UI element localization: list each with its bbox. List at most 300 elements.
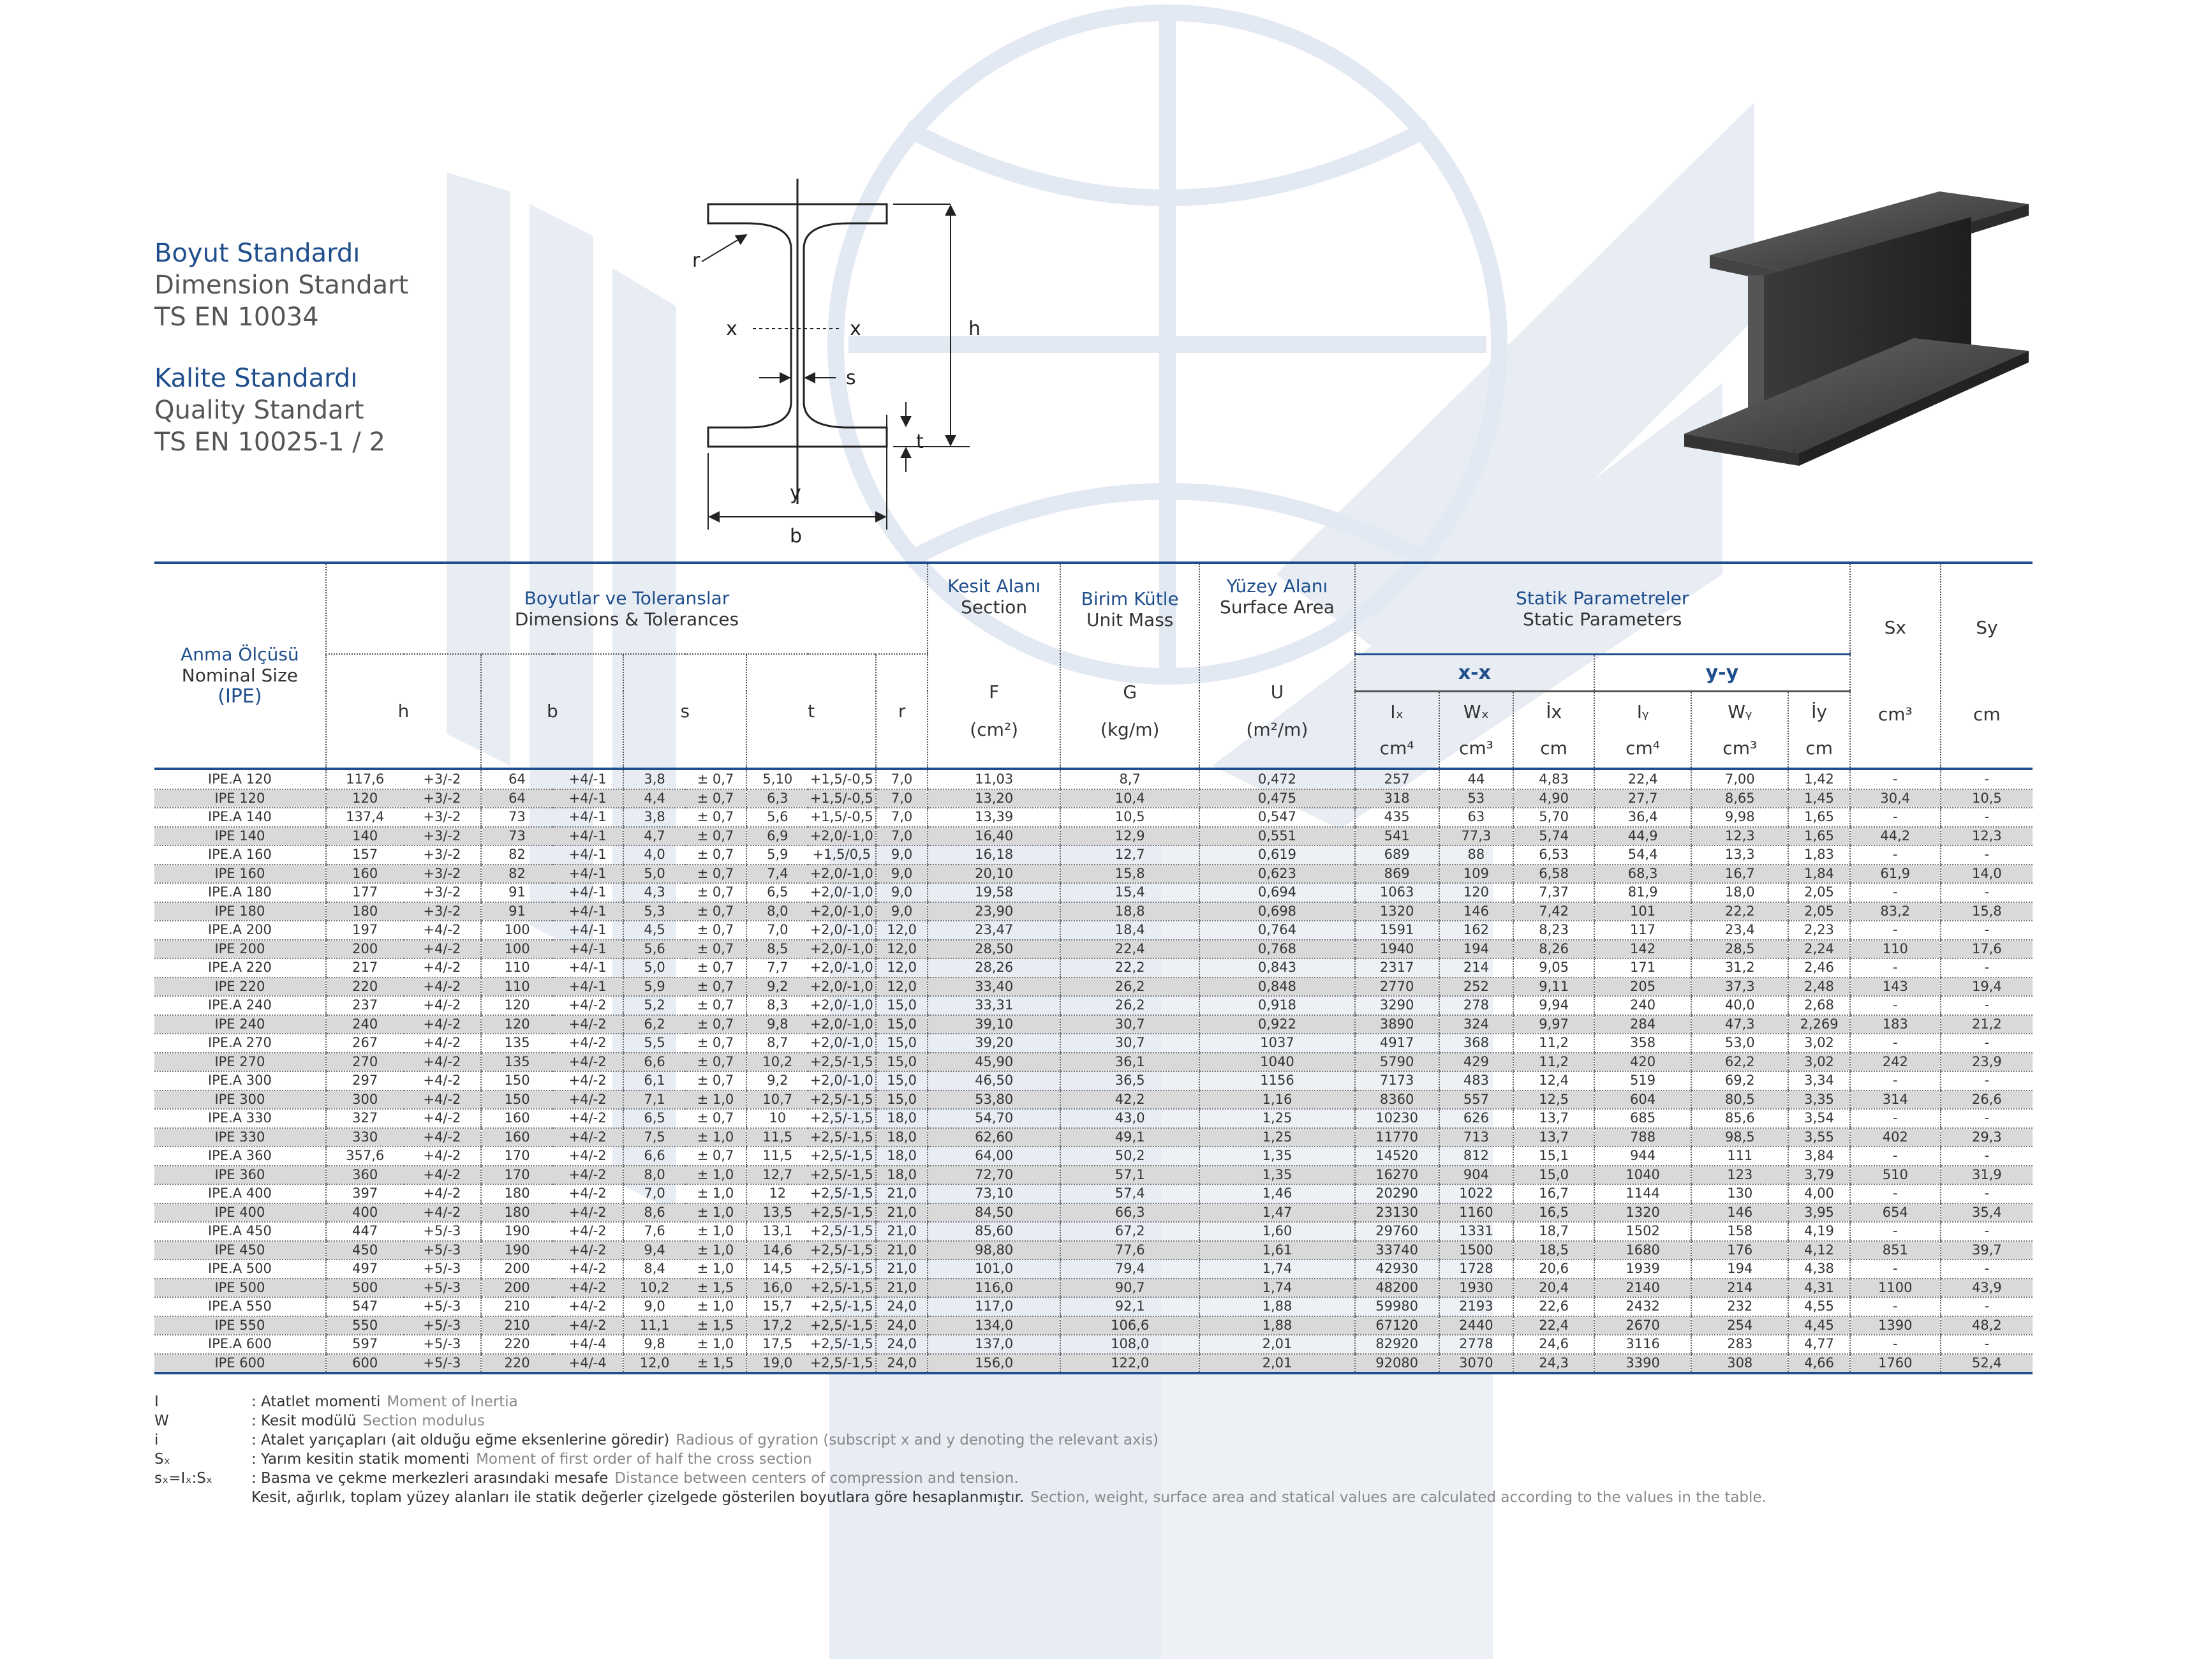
mass-en: Unit Mass bbox=[1086, 609, 1174, 630]
table-cell: 53 bbox=[1439, 789, 1514, 808]
table-cell: 4,83 bbox=[1513, 770, 1594, 789]
table-cell: 330 bbox=[326, 1128, 404, 1147]
table-cell: 142 bbox=[1594, 940, 1691, 959]
table-cell: 9,0 bbox=[876, 865, 928, 884]
table-cell: 400 bbox=[326, 1203, 404, 1223]
ibeam-product-image bbox=[1671, 166, 2054, 498]
table-cell: 23,9 bbox=[1941, 1053, 2033, 1072]
table-cell: 120 bbox=[481, 1015, 552, 1034]
sx-header: Sx bbox=[1850, 563, 1941, 691]
table-cell: 82920 bbox=[1355, 1335, 1439, 1354]
table-cell: 9,2 bbox=[746, 978, 808, 997]
table-cell: 360 bbox=[326, 1166, 404, 1185]
table-cell: 397 bbox=[326, 1184, 404, 1203]
table-cell: +2,0/-1,0 bbox=[808, 883, 876, 902]
row-designation: IPE 400 bbox=[154, 1203, 326, 1223]
table-cell: 12 bbox=[746, 1184, 808, 1203]
Ix-unit: cm⁴ bbox=[1379, 737, 1414, 759]
table-cell: 447 bbox=[326, 1222, 404, 1241]
table-cell: 135 bbox=[481, 1053, 552, 1072]
table-cell: 15,8 bbox=[1941, 902, 2033, 921]
table-cell: +3/-2 bbox=[404, 883, 482, 902]
row-designation: IPE 300 bbox=[154, 1090, 326, 1110]
label-x-left: x bbox=[726, 318, 737, 340]
table-row bbox=[154, 789, 2033, 808]
table-cell: +4/-2 bbox=[404, 1034, 482, 1053]
table-cell: 28,50 bbox=[928, 940, 1060, 959]
table-cell: 44 bbox=[1439, 770, 1514, 789]
table-cell: 3116 bbox=[1594, 1335, 1691, 1354]
table-cell: 48200 bbox=[1355, 1279, 1439, 1298]
row-designation: IPE 160 bbox=[154, 865, 326, 884]
table-cell: 358 bbox=[1594, 1034, 1691, 1053]
table-cell: 73 bbox=[481, 827, 552, 846]
table-cell: 50,2 bbox=[1060, 1147, 1199, 1166]
row-designation: IPE 220 bbox=[154, 978, 326, 997]
table-cell: 12,0 bbox=[876, 940, 928, 959]
table-cell: 4,00 bbox=[1788, 1184, 1849, 1203]
table-cell: 1,46 bbox=[1199, 1184, 1354, 1203]
table-cell: 197 bbox=[326, 921, 404, 940]
table-cell: 101,0 bbox=[928, 1260, 1060, 1279]
legend-symbol: i bbox=[154, 1432, 159, 1448]
row-designation: IPE.A 270 bbox=[154, 1034, 326, 1053]
table-cell: 146 bbox=[1691, 1203, 1788, 1223]
table-row bbox=[154, 958, 2033, 978]
table-cell: 110 bbox=[1850, 940, 1941, 959]
table-cell: +2,0/-1,0 bbox=[808, 921, 876, 940]
row-designation: IPE 600 bbox=[154, 1354, 326, 1373]
table-cell: 3,95 bbox=[1788, 1203, 1849, 1223]
table-cell: 1760 bbox=[1850, 1354, 1941, 1373]
table-cell: 15,0 bbox=[876, 1015, 928, 1034]
table-row bbox=[154, 940, 2033, 959]
table-cell: 122,0 bbox=[1060, 1354, 1199, 1373]
table-cell: 5790 bbox=[1355, 1053, 1439, 1072]
table-cell: 44,9 bbox=[1594, 827, 1691, 846]
legend-text-tr: : Kesit modülü bbox=[251, 1413, 357, 1429]
F-label: F bbox=[989, 681, 1000, 702]
table-cell: 4,90 bbox=[1513, 789, 1594, 808]
table-cell: 3890 bbox=[1355, 1015, 1439, 1034]
table-cell: 36,1 bbox=[1060, 1053, 1199, 1072]
table-cell: 1,74 bbox=[1199, 1279, 1354, 1298]
table-cell: - bbox=[1850, 996, 1941, 1015]
row-designation: IPE.A 180 bbox=[154, 883, 326, 902]
legend-text-en: Moment of Inertia bbox=[387, 1394, 518, 1410]
table-row bbox=[154, 1034, 2033, 1053]
table-cell: +4/-2 bbox=[404, 1053, 482, 1072]
table-cell: +4/-2 bbox=[404, 958, 482, 978]
legend-item bbox=[154, 1411, 1767, 1431]
table-cell: 18,0 bbox=[876, 1166, 928, 1185]
table-row bbox=[154, 1297, 2033, 1316]
table-cell: 200 bbox=[326, 940, 404, 959]
table-cell: +2,5/-1,5 bbox=[808, 1109, 876, 1128]
table-cell: +4/-1 bbox=[552, 827, 624, 846]
table-cell: 12,5 bbox=[1513, 1090, 1594, 1110]
table-cell: 180 bbox=[326, 902, 404, 921]
table-cell: 143 bbox=[1850, 978, 1941, 997]
table-cell: +4/-2 bbox=[552, 1316, 624, 1335]
table-cell: +4/-4 bbox=[552, 1354, 624, 1373]
table-cell: 1,25 bbox=[1199, 1109, 1354, 1128]
table-cell: ± 0,7 bbox=[685, 789, 746, 808]
table-cell: ± 0,7 bbox=[685, 978, 746, 997]
col-iy bbox=[1788, 691, 1849, 769]
table-cell: 6,58 bbox=[1513, 865, 1594, 884]
table-cell: 1728 bbox=[1439, 1260, 1514, 1279]
section-en: Section bbox=[961, 597, 1028, 618]
sy-header: Sy bbox=[1941, 563, 2033, 691]
table-cell: 5,9 bbox=[623, 978, 685, 997]
table-cell: 64,00 bbox=[928, 1147, 1060, 1166]
table-cell: 0,848 bbox=[1199, 978, 1354, 997]
table-cell: 18,4 bbox=[1060, 921, 1199, 940]
table-cell: 23,47 bbox=[928, 921, 1060, 940]
table-cell: 240 bbox=[1594, 996, 1691, 1015]
table-cell: +4/-2 bbox=[404, 940, 482, 959]
table-cell: 4,45 bbox=[1788, 1316, 1849, 1335]
table-cell: - bbox=[1941, 1109, 2033, 1128]
table-cell: 18,5 bbox=[1513, 1241, 1594, 1260]
table-cell: 604 bbox=[1594, 1090, 1691, 1110]
table-cell: 33740 bbox=[1355, 1241, 1439, 1260]
table-cell: - bbox=[1850, 808, 1941, 827]
table-cell: 242 bbox=[1850, 1053, 1941, 1072]
legend-symbol: sₓ=Iₓ:Sₓ bbox=[154, 1470, 213, 1487]
yy-axis-header: y-y bbox=[1594, 654, 1850, 691]
table-cell: 15,8 bbox=[1060, 865, 1199, 884]
table-cell: 21,0 bbox=[876, 1222, 928, 1241]
table-cell: 1,65 bbox=[1788, 808, 1849, 827]
table-cell: 1100 bbox=[1850, 1279, 1941, 1298]
table-cell: 0,623 bbox=[1199, 865, 1354, 884]
table-cell: ± 0,7 bbox=[685, 827, 746, 846]
table-cell: ± 1,5 bbox=[685, 1354, 746, 1373]
table-cell: 2317 bbox=[1355, 958, 1439, 978]
table-cell: - bbox=[1850, 1297, 1941, 1316]
table-cell: 4,66 bbox=[1788, 1354, 1849, 1373]
table-cell: +2,5/-1,5 bbox=[808, 1053, 876, 1072]
table-cell: 68,3 bbox=[1594, 865, 1691, 884]
table-cell: 1,25 bbox=[1199, 1128, 1354, 1147]
table-cell: - bbox=[1850, 1147, 1941, 1166]
table-cell: 17,2 bbox=[746, 1316, 808, 1335]
table-cell: 4,55 bbox=[1788, 1297, 1849, 1316]
table-cell: 109 bbox=[1439, 865, 1514, 884]
table-cell: 626 bbox=[1439, 1109, 1514, 1128]
table-cell: +4/-2 bbox=[404, 996, 482, 1015]
table-cell: 519 bbox=[1594, 1071, 1691, 1090]
table-cell: +2,5/-1,5 bbox=[808, 1166, 876, 1185]
table-cell: 183 bbox=[1850, 1015, 1941, 1034]
table-cell: 5,3 bbox=[623, 902, 685, 921]
table-cell: 2,24 bbox=[1788, 940, 1849, 959]
table-cell: 46,50 bbox=[928, 1071, 1060, 1090]
table-cell: 0,694 bbox=[1199, 883, 1354, 902]
col-G bbox=[1060, 654, 1199, 769]
static-tr: Statik Parametreler bbox=[1516, 587, 1689, 609]
table-cell: 2,48 bbox=[1788, 978, 1849, 997]
table-cell: 26,2 bbox=[1060, 978, 1199, 997]
table-cell: 15,0 bbox=[876, 1071, 928, 1090]
legend-notes bbox=[154, 1392, 1767, 1507]
table-cell: 59980 bbox=[1355, 1297, 1439, 1316]
table-cell: 29760 bbox=[1355, 1222, 1439, 1241]
row-designation: IPE.A 500 bbox=[154, 1260, 326, 1279]
table-cell: +4/-1 bbox=[552, 958, 624, 978]
table-row bbox=[154, 1203, 2033, 1223]
table-cell: 66,3 bbox=[1060, 1203, 1199, 1223]
table-cell: +5/-3 bbox=[404, 1279, 482, 1298]
table-cell: +2,5/-1,5 bbox=[808, 1316, 876, 1335]
table-cell: 7,0 bbox=[876, 808, 928, 827]
table-cell: 8,5 bbox=[746, 940, 808, 959]
table-cell: +4/-4 bbox=[552, 1335, 624, 1354]
static-header bbox=[1355, 563, 1850, 654]
table-cell: 4,38 bbox=[1788, 1260, 1849, 1279]
table-cell: 64 bbox=[481, 789, 552, 808]
ix-unit: cm bbox=[1540, 737, 1567, 759]
table-cell: 435 bbox=[1355, 808, 1439, 827]
sx-unit: cm³ bbox=[1850, 691, 1941, 769]
table-cell: +5/-3 bbox=[404, 1297, 482, 1316]
table-cell: 21,0 bbox=[876, 1241, 928, 1260]
legend-symbol: Sₓ bbox=[154, 1451, 170, 1468]
table-cell: +4/-2 bbox=[552, 1053, 624, 1072]
table-cell: 1063 bbox=[1355, 883, 1439, 902]
table-cell: 3290 bbox=[1355, 996, 1439, 1015]
table-cell: +5/-3 bbox=[404, 1241, 482, 1260]
table-cell: 194 bbox=[1691, 1260, 1788, 1279]
table-cell: 689 bbox=[1355, 845, 1439, 865]
table-cell: - bbox=[1850, 1034, 1941, 1053]
table-cell: 82 bbox=[481, 865, 552, 884]
table-row bbox=[154, 1166, 2033, 1185]
table-cell: 48,2 bbox=[1941, 1316, 2033, 1335]
table-cell: 31,9 bbox=[1941, 1166, 2033, 1185]
table-cell: 8,23 bbox=[1513, 921, 1594, 940]
table-cell: 88 bbox=[1439, 845, 1514, 865]
table-cell: +4/-1 bbox=[552, 808, 624, 827]
table-cell: 2193 bbox=[1439, 1297, 1514, 1316]
table-cell: 79,4 bbox=[1060, 1260, 1199, 1279]
ix-label: İx bbox=[1546, 701, 1562, 722]
table-cell: 5,0 bbox=[623, 958, 685, 978]
table-cell: +2,5/-1,5 bbox=[808, 1090, 876, 1110]
table-cell: - bbox=[1941, 1222, 2033, 1241]
row-designation: IPE 550 bbox=[154, 1316, 326, 1335]
table-cell: 1500 bbox=[1439, 1241, 1514, 1260]
table-cell: +1,5/-0,5 bbox=[808, 789, 876, 808]
table-cell: 4,3 bbox=[623, 883, 685, 902]
table-row bbox=[154, 996, 2033, 1015]
table-cell: 176 bbox=[1691, 1241, 1788, 1260]
table-cell: ± 0,7 bbox=[685, 808, 746, 827]
table-cell: 100 bbox=[481, 940, 552, 959]
row-designation: IPE.A 300 bbox=[154, 1071, 326, 1090]
table-row bbox=[154, 1354, 2033, 1373]
table-cell: 91 bbox=[481, 902, 552, 921]
table-cell: 254 bbox=[1691, 1316, 1788, 1335]
mass-tr: Birim Kütle bbox=[1081, 588, 1179, 609]
table-cell: +4/-2 bbox=[404, 1090, 482, 1110]
table-cell: 26,2 bbox=[1060, 996, 1199, 1015]
table-cell: 1320 bbox=[1355, 902, 1439, 921]
table-cell: +4/-1 bbox=[552, 940, 624, 959]
legend-symbol bbox=[154, 1488, 251, 1507]
table-cell: 944 bbox=[1594, 1147, 1691, 1166]
table-cell: 7,5 bbox=[623, 1128, 685, 1147]
table-cell: 39,10 bbox=[928, 1015, 1060, 1034]
table-cell: 2778 bbox=[1439, 1335, 1514, 1354]
table-cell: 8,0 bbox=[746, 902, 808, 921]
table-row bbox=[154, 1260, 2033, 1279]
table-cell: 13,20 bbox=[928, 789, 1060, 808]
table-cell: 8,4 bbox=[623, 1260, 685, 1279]
table-cell: 10,5 bbox=[1060, 808, 1199, 827]
table-cell: 0,698 bbox=[1199, 902, 1354, 921]
table-cell: 80,5 bbox=[1691, 1090, 1788, 1110]
label-t: t bbox=[916, 431, 924, 453]
table-cell: 43,9 bbox=[1941, 1279, 2033, 1298]
table-cell: 84,50 bbox=[928, 1203, 1060, 1223]
table-cell: 1,47 bbox=[1199, 1203, 1354, 1223]
col-ix bbox=[1513, 691, 1594, 769]
table-cell: 81,9 bbox=[1594, 883, 1691, 902]
table-cell: ± 1,0 bbox=[685, 1128, 746, 1147]
table-cell: 117 bbox=[1594, 921, 1691, 940]
row-designation: IPE.A 360 bbox=[154, 1147, 326, 1166]
table-cell: 92080 bbox=[1355, 1354, 1439, 1373]
table-cell: +4/-2 bbox=[552, 1015, 624, 1034]
col-Wy bbox=[1691, 691, 1788, 769]
table-cell: 5,10 bbox=[746, 770, 808, 789]
table-cell: 450 bbox=[326, 1241, 404, 1260]
table-cell: 0,619 bbox=[1199, 845, 1354, 865]
table-cell: 12,0 bbox=[623, 1354, 685, 1373]
table-cell: 597 bbox=[326, 1335, 404, 1354]
table-cell: ± 1,0 bbox=[685, 1166, 746, 1185]
table-cell: 21,0 bbox=[876, 1279, 928, 1298]
table-cell: 5,2 bbox=[623, 996, 685, 1015]
nominal-code: (IPE) bbox=[218, 685, 262, 708]
table-cell: 314 bbox=[1850, 1090, 1941, 1110]
table-row bbox=[154, 845, 2033, 865]
table-cell: 4,7 bbox=[623, 827, 685, 846]
label-b: b bbox=[790, 525, 803, 547]
dims-tr: Boyutlar ve Toleranslar bbox=[524, 588, 730, 609]
table-cell: 7,00 bbox=[1691, 770, 1788, 789]
table-cell: 30,7 bbox=[1060, 1015, 1199, 1034]
row-designation: IPE 140 bbox=[154, 827, 326, 846]
static-en: Static Parameters bbox=[1523, 608, 1682, 630]
table-cell: 3,02 bbox=[1788, 1034, 1849, 1053]
table-cell: 42,2 bbox=[1060, 1090, 1199, 1110]
table-cell: 6,5 bbox=[623, 1109, 685, 1128]
table-cell: 1,84 bbox=[1788, 865, 1849, 884]
table-cell: 9,0 bbox=[876, 845, 928, 865]
table-cell: 111 bbox=[1691, 1147, 1788, 1166]
table-cell: +4/-2 bbox=[552, 1203, 624, 1223]
section-header bbox=[928, 563, 1060, 654]
row-designation: IPE.A 240 bbox=[154, 996, 326, 1015]
table-cell: 22,4 bbox=[1513, 1316, 1594, 1335]
table-row bbox=[154, 1109, 2033, 1128]
table-cell: ± 1,0 bbox=[685, 1090, 746, 1110]
label-y: y bbox=[790, 482, 801, 504]
table-cell: 2,05 bbox=[1788, 902, 1849, 921]
table-cell: 6,3 bbox=[746, 789, 808, 808]
table-cell: 52,4 bbox=[1941, 1354, 2033, 1373]
table-row bbox=[154, 808, 2033, 827]
table-row bbox=[154, 770, 2033, 789]
legend-text-en: Distance between centers of compression and tension. bbox=[614, 1470, 1019, 1487]
table-cell: 812 bbox=[1439, 1147, 1514, 1166]
table-cell: +4/-2 bbox=[552, 1184, 624, 1203]
table-cell: 22,2 bbox=[1060, 958, 1199, 978]
table-cell: 2,01 bbox=[1199, 1354, 1354, 1373]
table-cell: 1156 bbox=[1199, 1071, 1354, 1090]
table-cell: - bbox=[1941, 1071, 2033, 1090]
table-cell: 130 bbox=[1691, 1184, 1788, 1203]
table-cell: 200 bbox=[481, 1279, 552, 1298]
table-cell: 0,843 bbox=[1199, 958, 1354, 978]
table-cell: 3,79 bbox=[1788, 1166, 1849, 1185]
table-cell: ± 0,7 bbox=[685, 1109, 746, 1128]
table-cell: 1,88 bbox=[1199, 1297, 1354, 1316]
legend-item bbox=[154, 1469, 1767, 1488]
table-cell: 3,54 bbox=[1788, 1109, 1849, 1128]
table-cell: 1,60 bbox=[1199, 1222, 1354, 1241]
table-cell: 15,4 bbox=[1060, 883, 1199, 902]
table-cell: +4/-1 bbox=[552, 883, 624, 902]
table-cell: 7,7 bbox=[746, 958, 808, 978]
table-cell: 357,6 bbox=[326, 1147, 404, 1166]
legend-text-tr: : Basma ve çekme merkezleri arasındaki mesafe bbox=[251, 1470, 609, 1487]
table-cell: 63 bbox=[1439, 808, 1514, 827]
table-cell: 15,1 bbox=[1513, 1147, 1594, 1166]
table-cell: 12,7 bbox=[1060, 845, 1199, 865]
table-cell: 160 bbox=[481, 1128, 552, 1147]
table-cell: 308 bbox=[1691, 1354, 1788, 1373]
table-cell: 1,74 bbox=[1199, 1260, 1354, 1279]
table-cell: 7173 bbox=[1355, 1071, 1439, 1090]
table-cell: - bbox=[1850, 770, 1941, 789]
table-cell: 85,60 bbox=[928, 1222, 1060, 1241]
table-cell: +4/-1 bbox=[552, 902, 624, 921]
table-cell: 9,05 bbox=[1513, 958, 1594, 978]
table-cell: 16,40 bbox=[928, 827, 1060, 846]
table-cell: 214 bbox=[1691, 1279, 1788, 1298]
table-cell: ± 0,7 bbox=[685, 1053, 746, 1072]
standards-block bbox=[154, 237, 408, 458]
table-cell: 62,60 bbox=[928, 1128, 1060, 1147]
table-cell: ± 1,0 bbox=[685, 1335, 746, 1354]
table-cell: 35,4 bbox=[1941, 1203, 2033, 1223]
table-cell: 324 bbox=[1439, 1015, 1514, 1034]
table-cell: +4/-2 bbox=[404, 1015, 482, 1034]
table-cell: 15,0 bbox=[876, 996, 928, 1015]
table-cell: +3/-2 bbox=[404, 827, 482, 846]
xx-axis-header: x-x bbox=[1355, 654, 1594, 691]
table-cell: 547 bbox=[326, 1297, 404, 1316]
table-cell: 1591 bbox=[1355, 921, 1439, 940]
table-cell: 1939 bbox=[1594, 1260, 1691, 1279]
table-cell: - bbox=[1941, 770, 2033, 789]
table-cell: 270 bbox=[326, 1053, 404, 1072]
